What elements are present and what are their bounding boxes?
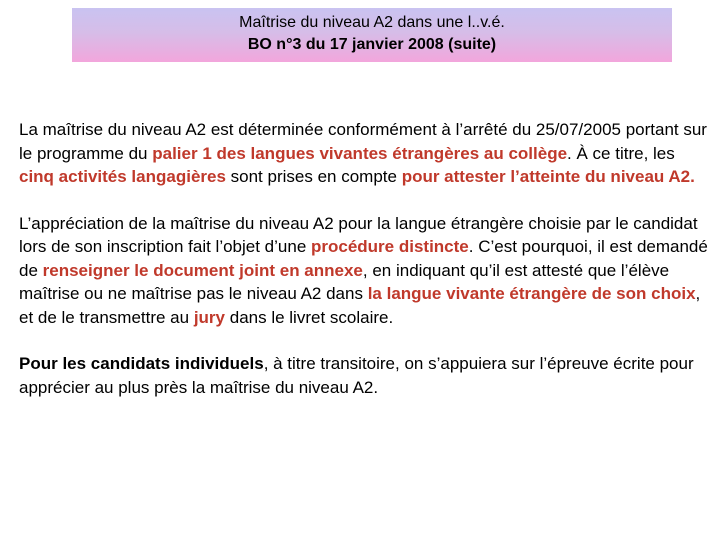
paragraph-2-highlight-2: renseigner le document joint en annexe — [42, 260, 363, 280]
slide-subtitle: BO n°3 du 17 janvier 2008 (suite) — [247, 36, 497, 53]
paragraph-2-text-4: , et de le transmettre au — [19, 284, 701, 327]
paragraph-2 — [19, 212, 709, 330]
paragraph-2-highlight-1: procédure distincte — [311, 237, 469, 256]
paragraph-1-highlight-1: palier 1 des langues vivantes étrangères au collège — [152, 143, 568, 163]
paragraph-3-bold-1: Pour les candidats individuels — [19, 354, 264, 373]
paragraph-2-text-5: dans le livret scolaire. — [225, 307, 394, 327]
paragraph-1-text-1: La maîtrise du niveau A2 est déterminée conformément à l’arrêté du 25/07/2005 portant sur le programme du — [19, 120, 707, 163]
paragraph-2-highlight-3: la langue vivante étrangère de son choix — [367, 284, 696, 303]
slide-title: Maîtrise du niveau A2 dans une l..v.é. — [239, 14, 505, 31]
paragraph-3 — [19, 352, 709, 399]
paragraph-2-text-3: , en indiquant qu’il est attesté que l’élève maîtrise ou ne maîtrise pas le niveau A2 dans — [19, 260, 670, 303]
paragraph-2-highlight-4: jury — [193, 307, 226, 327]
paragraph-3-text-1: , à titre transitoire, on s’appuiera sur l’épreuve écrite pour apprécier au plus près la maîtrise du niveau A2. — [19, 354, 694, 397]
slide-title-box — [72, 8, 672, 62]
slide-body — [19, 118, 709, 422]
paragraph-1 — [19, 118, 709, 189]
paragraph-1-highlight-2: cinq activités langagières — [19, 167, 226, 186]
paragraph-1-text-3: sont prises en compte — [225, 167, 402, 186]
paragraph-2-text-2: . C’est pourquoi, il est demandé de — [19, 237, 708, 280]
paragraph-1-text-2: . À ce titre, les — [567, 143, 675, 163]
paragraph-2-text-1: L’appréciation de la maîtrise du niveau A2 pour la langue étrangère choisie par le candidat lors de son inscription fait l’objet d’une — [19, 213, 698, 256]
paragraph-1-highlight-3: pour attester l’atteinte du niveau A2. — [401, 167, 695, 186]
